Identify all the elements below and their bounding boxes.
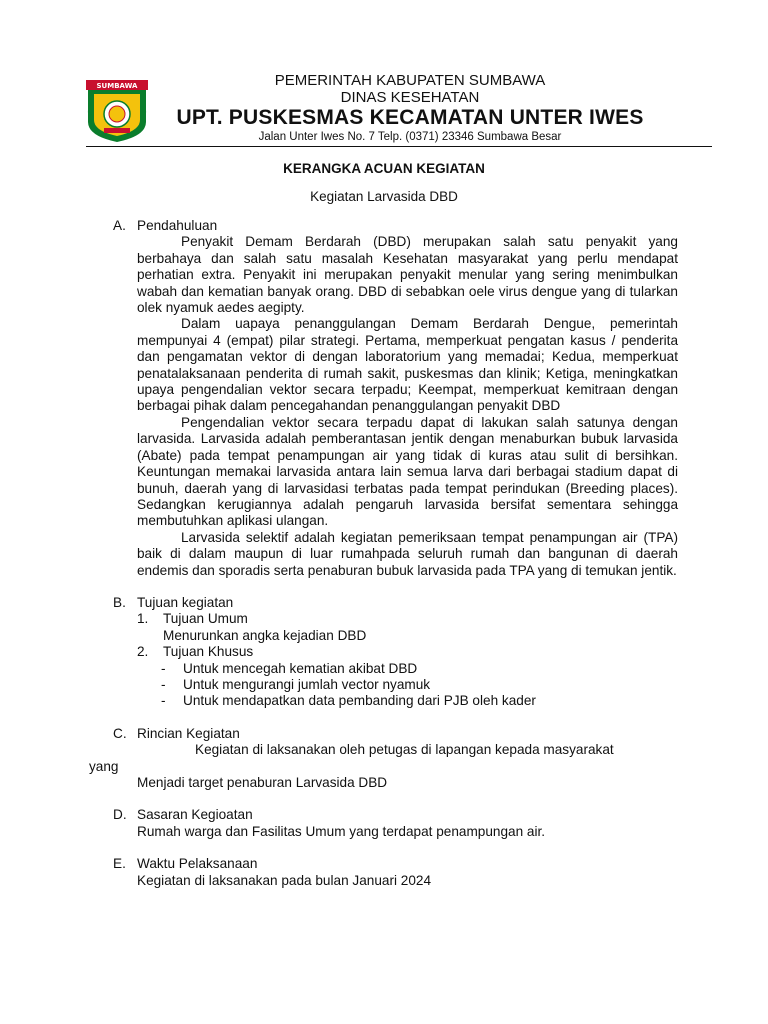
paragraph-line: Kegiatan di laksanakan oleh petugas di lapangan kepada masyarakat — [195, 742, 614, 758]
svg-text:SUMBAWA: SUMBAWA — [96, 82, 138, 90]
section-letter: A. — [113, 218, 126, 233]
section-e-heading — [113, 856, 678, 872]
section-title: Tujuan kegiatan — [137, 594, 234, 610]
section-letter: E. — [113, 856, 126, 872]
institution-title: UPT. PUSKESMAS KECAMATAN UNTER IWES — [176, 106, 644, 129]
section-letter: B. — [113, 594, 126, 610]
paragraph-line: yang — [89, 758, 119, 774]
paragraph: Larvasida selektif adalah kegiatan pemeriksaan tempat penampungan air (TPA) baik di dalam maupun di luar rumahpada seluruh rumah dan bangunan di daerah endemis dan sporadis serta penaburan bubuk larvasida pada TPA yang di temukan jentik. — [137, 529, 678, 578]
paragraph: Dalam uapaya penanggulangan Demam Berdarah Dengue, pemerintah mempunyai 4 (empat) pilar strategi. Pertama, memperkuat pengatan kasus / penderita dan pengamatan vektor di dengan laboratorium yang memadai; Kedua, memperkuat penatalaksanaan penderita di rumah sakit, puskesmas dan klinik; Ketiga, meningkatkan upaya pengendalian vektor secara terpadu; Keempat, memperkuat kemitraan dengan berbagai pihak dalam pencegahandan penanggulangan penyakit DBD — [137, 316, 678, 414]
letterhead — [150, 72, 670, 144]
section-title: Sasaran Kegioatan — [137, 807, 253, 823]
sumbawa-regency-logo — [84, 78, 150, 144]
numbered-item: 2. Tujuan Khusus — [137, 644, 254, 660]
section-title: Waktu Pelaksanaan — [137, 856, 258, 872]
section-title: Rincian Kegiatan — [137, 725, 240, 741]
section-letter: C. — [113, 725, 127, 741]
document-subtitle: Kegiatan Larvasida DBD — [310, 189, 458, 204]
numbered-item: 1. Tujuan Umum — [137, 611, 248, 627]
general-goal-heading: Tujuan Umum — [163, 611, 248, 627]
section-d-heading — [113, 807, 678, 823]
specific-goals-heading: Tujuan Khusus — [163, 644, 254, 660]
general-goal-text: Menurunkan angka kejadian DBD — [163, 627, 367, 643]
department-name: DINAS KESEHATAN — [340, 89, 480, 106]
section-d-content: Rumah warga dan Fasilitas Umum yang terdapat penampungan air. — [137, 823, 546, 839]
section-b-heading — [113, 595, 678, 611]
section-e-content: Kegiatan di laksanakan pada bulan Januari 2024 — [137, 872, 432, 888]
section-b-content — [137, 611, 678, 709]
letterhead-divider — [86, 146, 712, 147]
document-title: KERANGKA ACUAN KEGIATAN — [283, 161, 485, 176]
paragraph-line: Menjadi target penaburan Larvasida DBD — [137, 775, 388, 790]
section-a-content — [137, 234, 678, 579]
section-letter: D. — [113, 807, 127, 823]
list-item: - Untuk mencegah kematian akibat DBD — [161, 660, 418, 676]
section-title: Pendahuluan — [137, 218, 218, 233]
paragraph: Penyakit Demam Berdarah (DBD) merupakan salah satu penyakit yang berbahaya dan salah satu masalah Kesehatan masyarakat yang perlu mendapat perhatian extra. Penyakit ini merupakan penyakit menular yang sering menimbulkan wabah dan kematian banyak orang. DBD di sebabkan oele virus dengue yang di tularkan olek nyamuk aedes aegipty. — [137, 234, 678, 316]
list-item: - Untuk mengurangi jumlah vector nyamuk — [161, 676, 431, 692]
institution-address: Jalan Unter Iwes No. 7 Telp. (0371) 23346 Sumbawa Besar — [258, 131, 562, 143]
section-c-content — [89, 742, 678, 791]
paragraph: Pengendalian vektor secara terpadu dapat di lakukan salah satunya dengan larvasida. Larvasida adalah pemberantasan jentik dengan menaburkan bubuk larvasida (Abate) pada tempat penampungan air yang tidak di kuras atau sulit di bersihkan. Keuntungan memakai larvasida antara lain semua larva dari berbagai stadium dapat di bunuh, daerah yang di larvasidasi terbatas pada tempat perindukan (Breeding places). Sedangkan kerugiannya adalah pengaruh larvasida bersifat sementara sehingga membutuhkan aplikasi ulangan. — [137, 414, 678, 529]
list-item: - Untuk mendapatkan data pembanding dari PJB oleh kader — [161, 693, 536, 709]
government-name: PEMERINTAH KABUPATEN SUMBAWA — [274, 72, 546, 89]
document-body — [89, 218, 678, 889]
section-a-heading — [113, 218, 678, 234]
section-c-heading — [113, 726, 678, 742]
